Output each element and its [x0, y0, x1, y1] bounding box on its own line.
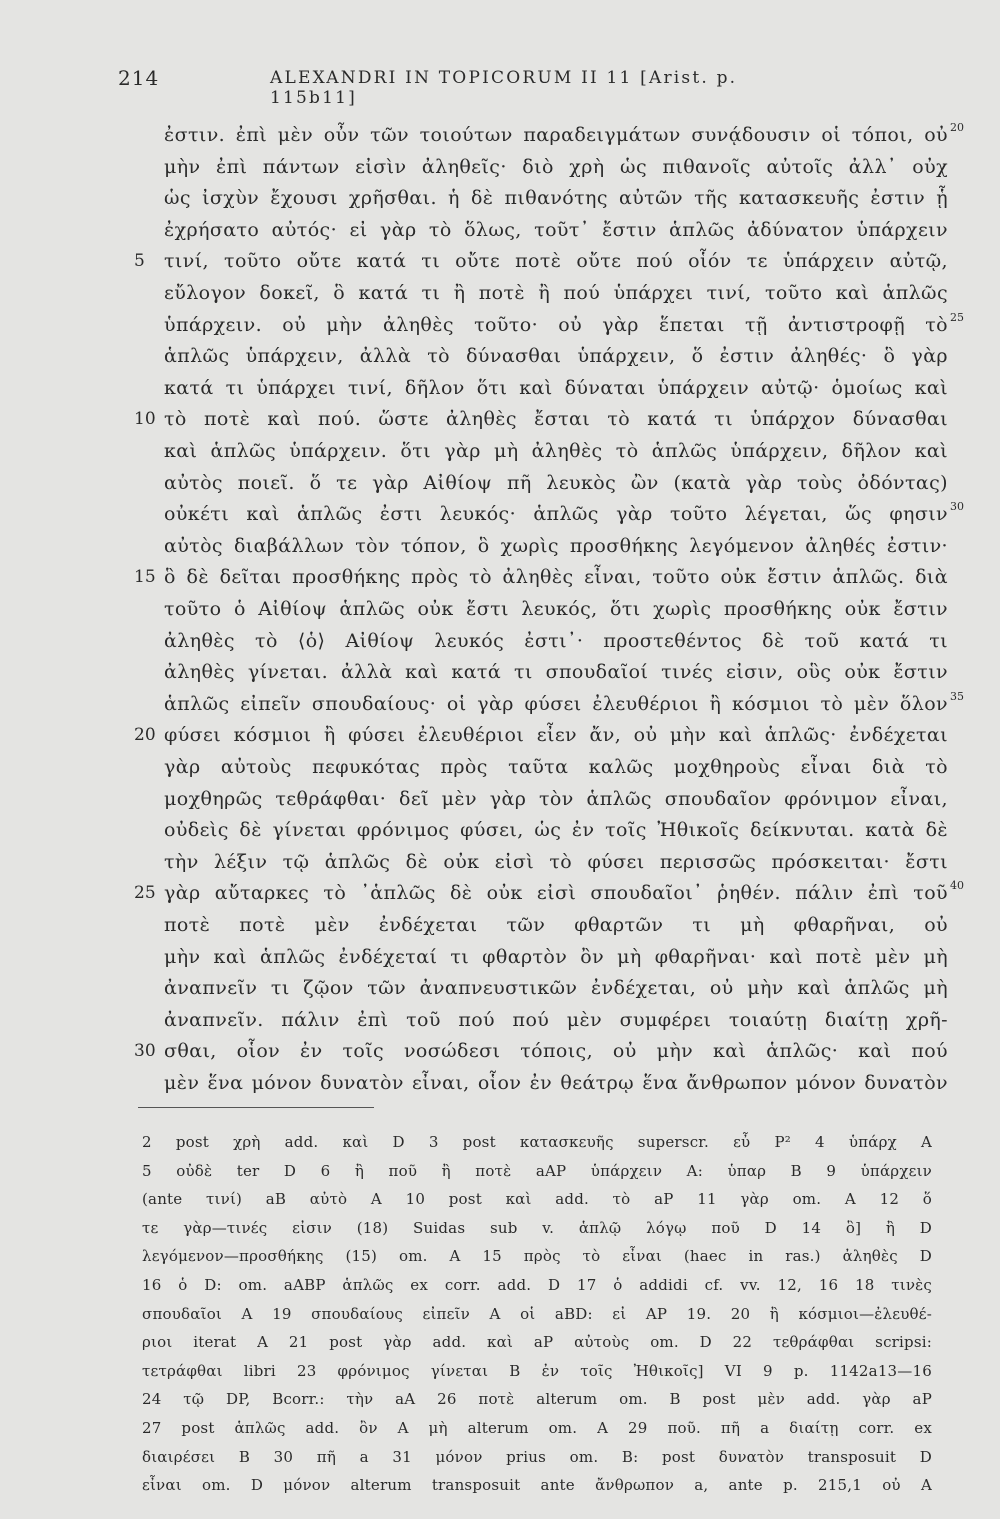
- apparatus-line: 5 οὐδὲ ter D 6 ἢ ποῦ ἢ ποτὲ aAP ὑπάρχειν A: ὑπαρ B 9 ὑπάρχειν: [142, 1162, 932, 1180]
- running-head-title: ALEXANDRI IN TOPICORUM II 11 [Arist. p. 115b11]: [270, 68, 738, 108]
- text-line: κατά τι ὑπάρχει τινί, δῆλον ὅτι καὶ δύναται ὑπάρχειν αὐτῷ· ὁμοίως καὶ: [164, 377, 948, 399]
- text-line: ἐχρήσατο αὐτός· εἰ γὰρ τὸ ὅλως, τοῦτ᾽ ἔστιν ἁπλῶς ἀδύνατον ὑπάρχειν: [164, 219, 948, 241]
- text-line: ἁπλῶς ὑπάρχειν, ἀλλὰ τὸ δύνασθαι ὑπάρχειν, ὅ ἐστιν ἀληθές· ὃ γὰρ: [164, 345, 948, 367]
- bekker-reference: 40: [950, 879, 964, 892]
- running-header: [118, 66, 790, 108]
- text-line: ἀναπνεῖν τι ζῷον τῶν ἀναπνευστικῶν ἐνδέχεται, οὐ μὴν καὶ ἁπλῶς μὴ: [164, 977, 948, 999]
- text-line: ἀληθὲς γίνεται. ἀλλὰ καὶ κατά τι σπουδαῖοί τινές εἰσιν, οὓς οὐκ ἔστιν: [164, 661, 948, 683]
- text-line: ὑπάρχειν. οὐ μὴν ἀληθὲς τοῦτο· οὐ γὰρ ἕπεται τῇ ἀντιστροφῇ τὸ: [164, 314, 948, 336]
- text-line: ποτὲ ποτὲ μὲν ἐνδέχεται τῶν φθαρτῶν τι μὴ φθαρῆναι, οὐ: [164, 914, 948, 936]
- text-line: μὴν ἐπὶ πάντων εἰσὶν ἀληθεῖς· διὸ χρὴ ὡς πιθανοῖς αὐτοῖς ἀλλ᾽ οὐχ: [164, 156, 948, 178]
- apparatus-line: σπουδαῖοι A 19 σπουδαίους εἰπεῖν A οἱ aBD: εἰ AP 19. 20 ἢ κόσμιοι—ἐλευθέ-: [142, 1305, 932, 1323]
- text-line: μὴν καὶ ἁπλῶς ἐνδέχεταί τι φθαρτὸν ὂν μὴ φθαρῆναι· καὶ ποτὲ μὲν μὴ: [164, 946, 948, 968]
- text-line: μοχθηρῶς τεθράφθαι· δεῖ μὲν γὰρ τὸν ἁπλῶς σπουδαῖον φρόνιμον εἶναι,: [164, 788, 948, 810]
- text-line: οὐδεὶς δὲ γίνεται φρόνιμος φύσει, ὡς ἐν τοῖς Ἠθικοῖς δείκνυται. κατὰ δὲ: [164, 819, 948, 841]
- text-line: ἀναπνεῖν. πάλιν ἐπὶ τοῦ πού πού μὲν συμφέρει τοιαύτῃ διαίτῃ χρῆ-: [164, 1009, 948, 1031]
- text-line: τοῦτο ὁ Αἰθίοψ ἁπλῶς οὐκ ἔστι λευκός, ὅτι χωρὶς προσθήκης οὐκ ἔστιν: [164, 598, 948, 620]
- text-line: φύσει κόσμιοι ἢ φύσει ἐλευθέριοι εἶεν ἄν, οὐ μὴν καὶ ἁπλῶς· ἐνδέχεται: [164, 724, 948, 746]
- text-line: τὴν λέξιν τῷ ἁπλῶς δὲ οὐκ εἰσὶ τὸ φύσει περισσῶς πρόσκειται· ἔστι: [164, 851, 948, 873]
- apparatus-line: τε γὰρ—τινές εἰσιν (18) Suidas sub v. ἁπλῷ λόγῳ ποῦ D 14 ὃ] ἢ D: [142, 1219, 932, 1237]
- text-line: γὰρ αὐτοὺς πεφυκότας πρὸς ταῦτα καλῶς μοχθηροὺς εἶναι διὰ τὸ: [164, 756, 948, 778]
- apparatus-line: εἶναι om. D μόνον alterum transposuit ante ἄνθρωπον a, ante p. 215,1 οὐ A: [142, 1476, 932, 1494]
- text-line: ἐστιν. ἐπὶ μὲν οὖν τῶν τοιούτων παραδειγμάτων συνᾴδουσιν οἱ τόποι, οὐ: [164, 124, 948, 146]
- apparatus-line: 2 post χρὴ add. καὶ D 3 post κατασκευῆς superscr. εὖ P² 4 ὑπάρχ A: [142, 1133, 932, 1151]
- text-line: γὰρ αὔταρκες τὸ ᾽ἁπλῶς δὲ οὐκ εἰσὶ σπουδαῖοι᾽ ῥηθέν. πάλιν ἐπὶ τοῦ: [164, 882, 948, 904]
- text-line: ὃ δὲ δεῖται προσθήκης πρὸς τὸ ἀληθὲς εἶναι, τοῦτο οὐκ ἔστιν ἁπλῶς. διὰ: [164, 566, 948, 588]
- text-line: εὔλογον δοκεῖ, ὃ κατά τι ἢ ποτὲ ἢ πού ὑπάρχει τινί, τοῦτο καὶ ἁπλῶς: [164, 282, 948, 304]
- line-number: 5: [134, 251, 145, 271]
- line-number: 20: [134, 725, 156, 745]
- text-line: ἁπλῶς εἰπεῖν σπουδαίους· οἱ γὰρ φύσει ἐλευθέριοι ἢ κόσμιοι τὸ μὲν ὅλον: [164, 693, 948, 715]
- line-number: 15: [134, 567, 156, 587]
- apparatus-line: 24 τῷ DP, Bcorr.: τὴν aA 26 ποτὲ alterum om. B post μὲν add. γὰρ aP: [142, 1390, 932, 1408]
- apparatus-line: λεγόμενον—προσθήκης (15) om. A 15 πρὸς τὸ εἶναι (haec in ras.) ἀληθὲς D: [142, 1247, 932, 1265]
- bekker-reference: 30: [950, 500, 964, 513]
- bekker-reference: 20: [950, 121, 964, 134]
- line-number: 25: [134, 883, 156, 903]
- text-line: ὡς ἰσχὺν ἔχουσι χρῆσθαι. ἡ δὲ πιθανότης αὐτῶν τῆς κατασκευῆς ἐστιν ᾗ: [164, 187, 948, 209]
- apparatus-line: ριοι iterat A 21 post γὰρ add. καὶ aP αὐτοὺς om. D 22 τεθράφθαι scripsi:: [142, 1333, 932, 1351]
- text-line: τὸ ποτὲ καὶ πού. ὥστε ἀληθὲς ἔσται τὸ κατά τι ὑπάρχον δύνασθαι: [164, 408, 948, 430]
- text-line: αὐτὸς διαβάλλων τὸν τόπον, ὃ χωρὶς προσθήκης λεγόμενον ἀληθές ἐστιν·: [164, 535, 948, 557]
- apparatus-line: διαιρέσει B 30 πῆ a 31 μόνον prius om. B: post δυνατὸν transposuit D: [142, 1448, 932, 1466]
- apparatus-line: τετράφθαι libri 23 φρόνιμος γίνεται B ἐν τοῖς Ἠθικοῖς] VI 9 p. 1142a13—16: [142, 1362, 932, 1380]
- bekker-reference: 25: [950, 311, 964, 324]
- text-line: οὐκέτι καὶ ἁπλῶς ἐστι λευκός· ἁπλῶς γὰρ τοῦτο λέγεται, ὥς φησιν: [164, 503, 948, 525]
- page-number: 214: [118, 66, 160, 90]
- text-line: ἀληθὲς τὸ ⟨ὁ⟩ Αἰθίοψ λευκός ἐστι᾽· προστεθέντος δὲ τοῦ κατά τι: [164, 630, 948, 652]
- line-number: 30: [134, 1041, 156, 1061]
- text-line: τινί, τοῦτο οὔτε κατά τι οὔτε ποτὲ οὔτε πού οἷόν τε ὑπάρχειν αὐτῷ,: [164, 250, 948, 272]
- apparatus-line: (ante τινί) aB αὐτὸ A 10 post καὶ add. τὸ aP 11 γὰρ om. A 12 ὅ: [142, 1190, 932, 1208]
- text-line: μὲν ἕνα μόνον δυνατὸν εἶναι, οἷον ἐν θεάτρῳ ἕνα ἄνθρωπον μόνον δυνατὸν: [164, 1072, 948, 1094]
- text-line: καὶ ἁπλῶς ὑπάρχειν. ὅτι γὰρ μὴ ἀληθὲς τὸ ἁπλῶς ὑπάρχειν, δῆλον καὶ: [164, 440, 948, 462]
- text-line: αὐτὸς ποιεῖ. ὅ τε γὰρ Αἰθίοψ πῆ λευκὸς ὢν (κατὰ γὰρ τοὺς ὀδόντας): [164, 472, 948, 494]
- line-number: 10: [134, 409, 156, 429]
- bekker-reference: 35: [950, 690, 964, 703]
- text-line: σθαι, οἷον ἐν τοῖς νοσώδεσι τόποις, οὐ μὴν καὶ ἁπλῶς· καὶ πού: [164, 1040, 948, 1062]
- apparatus-line: 16 ὁ D: om. aABP ἁπλῶς ex corr. add. D 17 ὁ addidi cf. vv. 12, 16 18 τινὲς: [142, 1276, 932, 1294]
- apparatus-line: 27 post ἁπλῶς add. ὂν A μὴ alterum om. A 29 ποῦ. πῆ a διαίτῃ corr. ex: [142, 1419, 932, 1437]
- footnote-divider: [138, 1107, 374, 1108]
